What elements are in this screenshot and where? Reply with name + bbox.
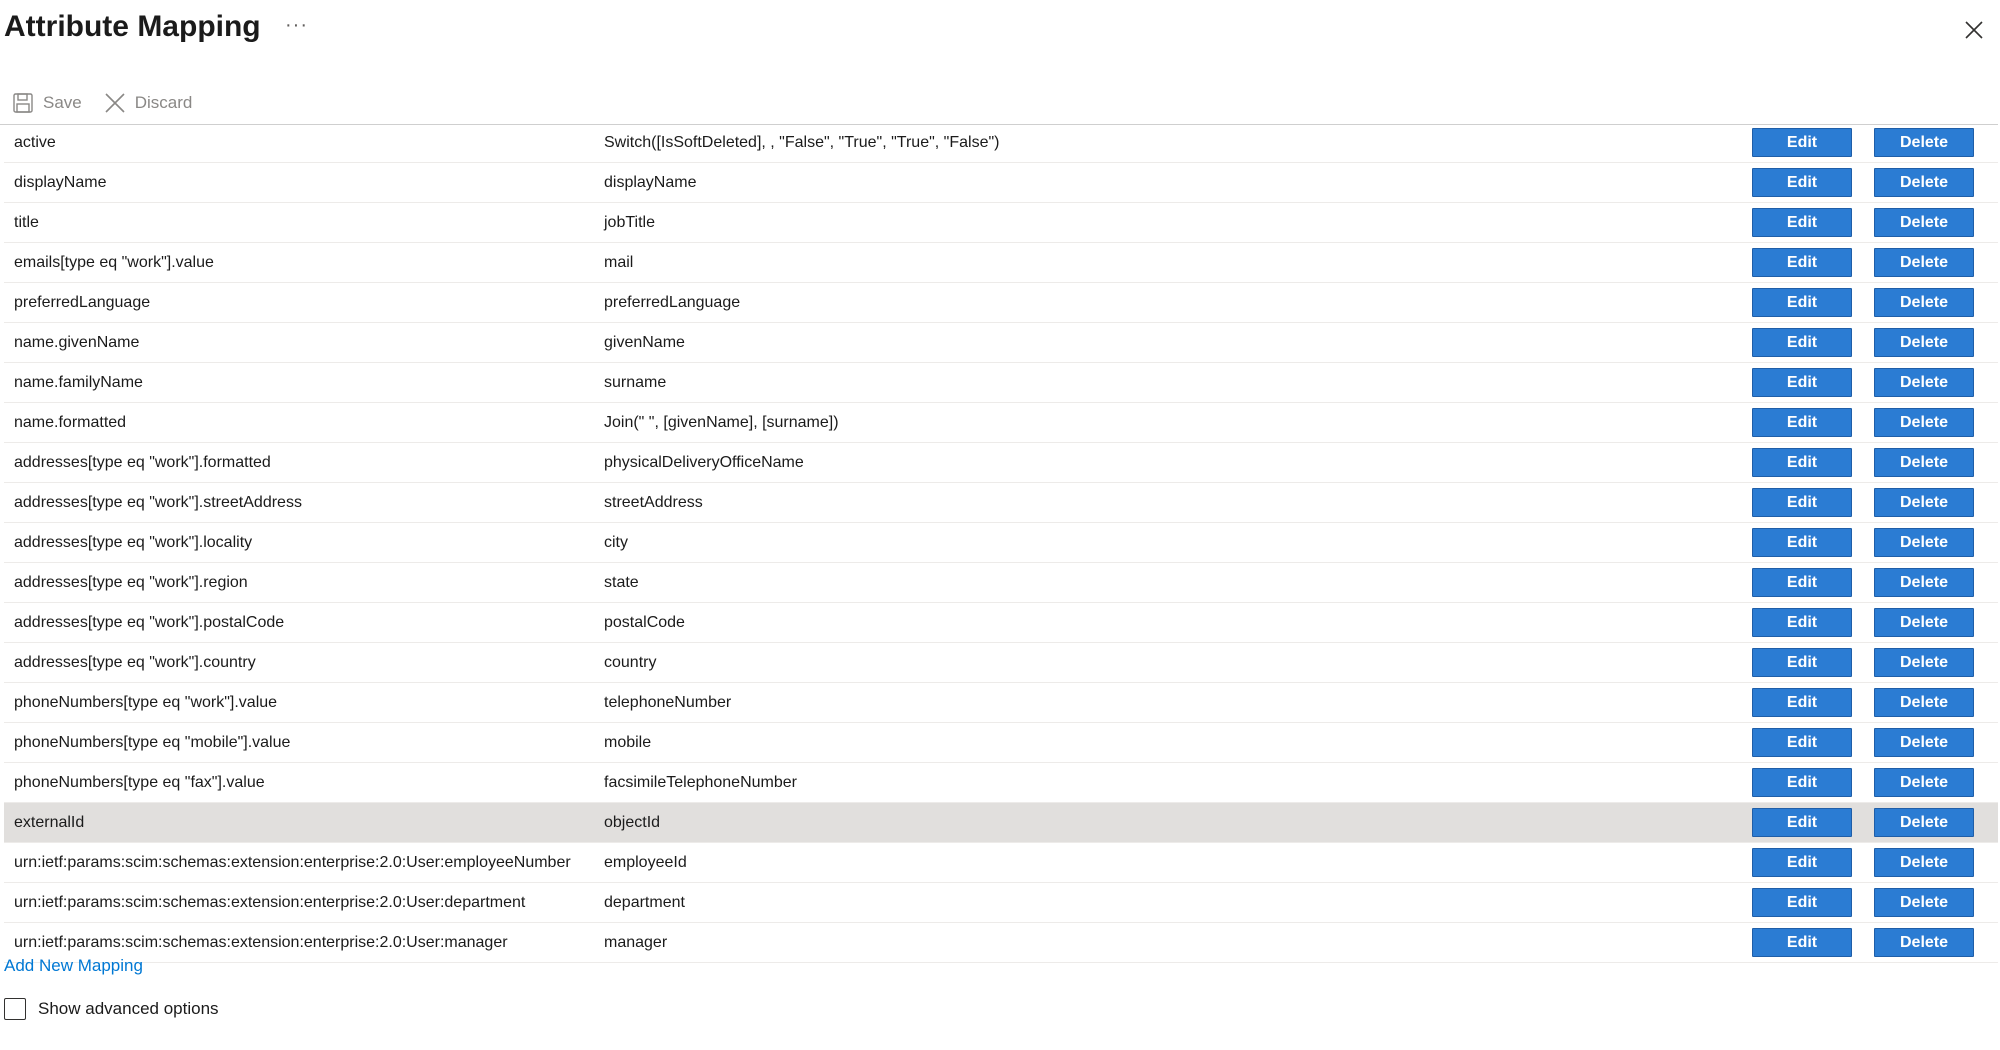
save-button[interactable]	[0, 86, 92, 120]
source-attribute: displayName	[604, 174, 697, 191]
source-attribute: mail	[604, 254, 634, 271]
target-attribute: active	[14, 134, 56, 151]
table-row[interactable]	[4, 323, 1998, 363]
delete-button[interactable]: Delete	[1874, 408, 1974, 437]
edit-button[interactable]: Edit	[1752, 688, 1852, 717]
target-attribute: displayName	[14, 174, 107, 191]
edit-button[interactable]: Edit	[1752, 288, 1852, 317]
source-attribute: manager	[604, 934, 668, 951]
delete-button[interactable]: Delete	[1874, 808, 1974, 837]
table-row[interactable]	[4, 883, 1998, 923]
source-attribute: mobile	[604, 734, 652, 751]
edit-button[interactable]: Edit	[1752, 768, 1852, 797]
edit-button[interactable]: Edit	[1752, 648, 1852, 677]
close-icon[interactable]	[1962, 18, 1986, 42]
source-attribute: Switch([IsSoftDeleted], , "False", "True", "True", "False")	[604, 134, 1000, 151]
target-attribute: urn:ietf:params:scim:schemas:extension:enterprise:2.0:User:employeeNumber	[14, 854, 571, 871]
table-row[interactable]	[4, 523, 1998, 563]
edit-button[interactable]: Edit	[1752, 888, 1852, 917]
table-row[interactable]	[4, 163, 1998, 203]
edit-button[interactable]: Edit	[1752, 488, 1852, 517]
table-row[interactable]	[4, 923, 1998, 963]
target-attribute: addresses[type eq "work"].formatted	[14, 454, 271, 471]
source-attribute: telephoneNumber	[604, 694, 732, 711]
source-attribute: jobTitle	[604, 214, 655, 231]
command-bar	[0, 86, 202, 120]
edit-button[interactable]: Edit	[1752, 408, 1852, 437]
target-attribute: name.familyName	[14, 374, 143, 391]
source-attribute: department	[604, 894, 685, 911]
delete-button[interactable]: Delete	[1874, 328, 1974, 357]
target-attribute: addresses[type eq "work"].region	[14, 574, 248, 591]
delete-button[interactable]: Delete	[1874, 608, 1974, 637]
delete-button[interactable]: Delete	[1874, 728, 1974, 757]
table-row[interactable]	[4, 443, 1998, 483]
source-attribute: postalCode	[604, 614, 685, 631]
delete-button[interactable]: Delete	[1874, 688, 1974, 717]
target-attribute: phoneNumbers[type eq "work"].value	[14, 694, 278, 711]
source-attribute: city	[604, 534, 628, 551]
edit-button[interactable]: Edit	[1752, 608, 1852, 637]
source-attribute: physicalDeliveryOfficeName	[604, 454, 804, 471]
delete-button[interactable]: Delete	[1874, 208, 1974, 237]
table-row[interactable]	[4, 843, 1998, 883]
edit-button[interactable]: Edit	[1752, 448, 1852, 477]
delete-button[interactable]: Delete	[1874, 128, 1974, 157]
table-row[interactable]	[4, 483, 1998, 523]
show-advanced-label: Show advanced options	[38, 999, 219, 1018]
more-icon[interactable]: ···	[285, 14, 308, 36]
source-attribute: streetAddress	[604, 494, 703, 511]
show-advanced-checkbox[interactable]	[4, 998, 26, 1020]
table-row[interactable]	[4, 683, 1998, 723]
delete-button[interactable]: Delete	[1874, 768, 1974, 797]
table-row[interactable]	[4, 643, 1998, 683]
edit-button[interactable]: Edit	[1752, 848, 1852, 877]
target-attribute: preferredLanguage	[14, 294, 151, 311]
delete-button[interactable]: Delete	[1874, 928, 1974, 957]
source-attribute: surname	[604, 374, 667, 391]
edit-button[interactable]: Edit	[1752, 168, 1852, 197]
edit-button[interactable]: Edit	[1752, 328, 1852, 357]
add-new-mapping-link[interactable]: Add New Mapping	[4, 956, 143, 975]
delete-button[interactable]: Delete	[1874, 568, 1974, 597]
discard-label: Discard	[134, 93, 193, 112]
target-attribute: title	[14, 214, 39, 231]
target-attribute: externalId	[14, 814, 85, 831]
target-attribute: name.givenName	[14, 334, 140, 351]
target-attribute: urn:ietf:params:scim:schemas:extension:enterprise:2.0:User:manager	[14, 934, 508, 951]
title-bar	[0, 0, 2000, 62]
target-attribute: name.formatted	[14, 414, 127, 431]
table-row[interactable]	[4, 123, 1998, 163]
source-attribute: state	[604, 574, 639, 591]
delete-button[interactable]: Delete	[1874, 248, 1974, 277]
target-attribute: phoneNumbers[type eq "mobile"].value	[14, 734, 291, 751]
delete-button[interactable]: Delete	[1874, 648, 1974, 677]
edit-button[interactable]: Edit	[1752, 808, 1852, 837]
source-attribute: Join(" ", [givenName], [surname])	[604, 414, 839, 431]
table-row[interactable]	[4, 283, 1998, 323]
edit-button[interactable]: Edit	[1752, 928, 1852, 957]
delete-button[interactable]: Delete	[1874, 488, 1974, 517]
edit-button[interactable]: Edit	[1752, 248, 1852, 277]
source-attribute: preferredLanguage	[604, 294, 741, 311]
table-row[interactable]	[4, 603, 1998, 643]
delete-button[interactable]: Delete	[1874, 888, 1974, 917]
edit-button[interactable]: Edit	[1752, 208, 1852, 237]
source-attribute: givenName	[604, 334, 685, 351]
discard-icon	[104, 92, 126, 114]
target-attribute: addresses[type eq "work"].postalCode	[14, 614, 285, 631]
source-attribute: objectId	[604, 814, 661, 831]
delete-button[interactable]: Delete	[1874, 528, 1974, 557]
table-row[interactable]	[4, 763, 1998, 803]
source-attribute: employeeId	[604, 854, 687, 871]
source-attribute: country	[604, 654, 657, 671]
source-attribute: facsimileTelephoneNumber	[604, 774, 797, 791]
discard-button[interactable]	[92, 86, 203, 120]
edit-button[interactable]: Edit	[1752, 728, 1852, 757]
delete-button[interactable]: Delete	[1874, 368, 1974, 397]
edit-button[interactable]: Edit	[1752, 128, 1852, 157]
edit-button[interactable]: Edit	[1752, 368, 1852, 397]
table-row[interactable]	[4, 563, 1998, 603]
delete-button[interactable]: Delete	[1874, 848, 1974, 877]
target-attribute: urn:ietf:params:scim:schemas:extension:enterprise:2.0:User:department	[14, 894, 526, 911]
table-row[interactable]	[4, 723, 1998, 763]
advanced-options	[4, 998, 219, 1020]
table-row[interactable]	[4, 243, 1998, 283]
target-attribute: emails[type eq "work"].value	[14, 254, 214, 271]
mapping-table	[4, 123, 1998, 963]
page-title: Attribute Mapping	[4, 10, 261, 43]
save-icon	[12, 92, 34, 114]
save-label: Save	[43, 93, 82, 112]
target-attribute: phoneNumbers[type eq "fax"].value	[14, 774, 265, 791]
target-attribute: addresses[type eq "work"].streetAddress	[14, 494, 302, 511]
table-row[interactable]	[4, 203, 1998, 243]
edit-button[interactable]: Edit	[1752, 568, 1852, 597]
delete-button[interactable]: Delete	[1874, 288, 1974, 317]
table-row[interactable]	[4, 363, 1998, 403]
edit-button[interactable]: Edit	[1752, 528, 1852, 557]
table-row[interactable]	[4, 403, 1998, 443]
delete-button[interactable]: Delete	[1874, 448, 1974, 477]
target-attribute: addresses[type eq "work"].country	[14, 654, 256, 671]
delete-button[interactable]: Delete	[1874, 168, 1974, 197]
target-attribute: addresses[type eq "work"].locality	[14, 534, 253, 551]
table-row[interactable]	[4, 803, 1998, 843]
